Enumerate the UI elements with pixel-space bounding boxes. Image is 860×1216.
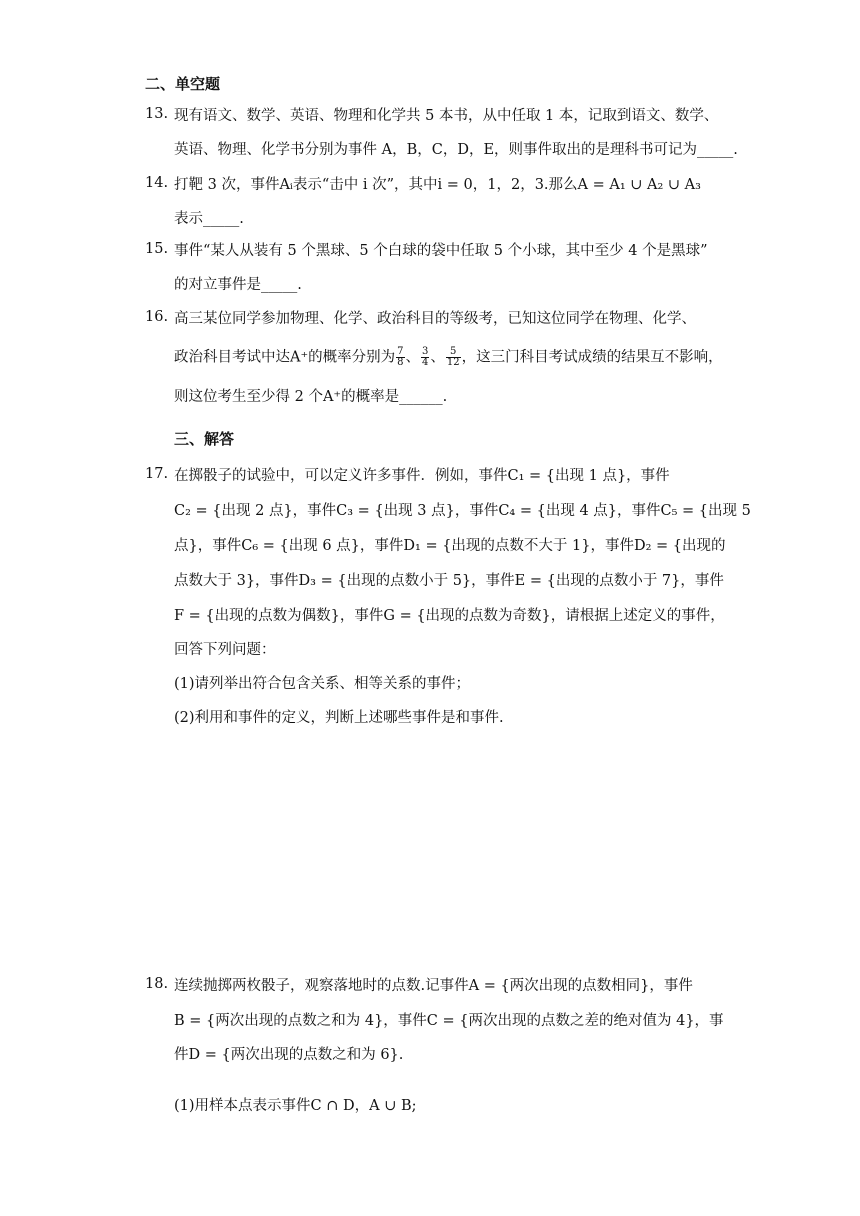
question-number: 14.	[145, 175, 169, 191]
section-heading-single-blank: 二、单空题	[145, 75, 221, 93]
question-text-line: 件D = {两次出现的点数之和为 6}.	[174, 1047, 404, 1063]
fraction	[446, 347, 461, 368]
fraction	[421, 347, 429, 368]
fraction-denominator: 4	[422, 357, 429, 368]
question-number: 17.	[145, 466, 169, 482]
fraction-denominator: 12	[446, 357, 460, 368]
question-text-line: 回答下列问题：	[174, 642, 276, 658]
question-text-line: 高三某位同学参加物理、化学、政治科目的等级考，已知这位同学在物理、化学、	[174, 311, 696, 327]
question-text-line: B = {两次出现的点数之和为 4}，事件C = {两次出现的点数之差的绝对值为 4}，事	[174, 1013, 724, 1029]
fraction	[396, 347, 404, 368]
question-text-line: 的对立事件是_____.	[174, 277, 302, 293]
fraction-numerator: 7	[397, 346, 404, 357]
question-text-line: 点}，事件C₆ = {出现 6 点}，事件D₁ = {出现的点数不大于 1}，事件D₂ = {出现的	[174, 538, 726, 554]
separator: 、	[430, 349, 445, 366]
fraction-numerator: 5	[446, 347, 461, 358]
question-number: 13.	[145, 106, 169, 122]
separator: 、	[405, 349, 420, 366]
question-text-line: 表示_____.	[174, 211, 244, 227]
question-number: 18.	[145, 976, 169, 992]
question-text-line: 英语、物理、化学书分别为事件 A，B，C，D，E，则事件取出的是理科书可记为_____.	[174, 142, 738, 158]
text-segment: ，这三门科目考试成绩的结果互不影响，	[461, 349, 723, 366]
question-text-line: 事件“某人从装有 5 个黑球、5 个白球的袋中任取 5 个小球，其中至少 4 个是黑球”	[174, 243, 708, 259]
question-number: 15.	[145, 241, 169, 257]
question-text-line: 则这位考生至少得 2 个A⁺的概率是______.	[174, 389, 448, 405]
text-segment: 政治科目考试中达A⁺的概率分别为	[174, 349, 396, 366]
question-text-line: 连续抛掷两枚骰子，观察落地时的点数.记事件A = {两次出现的点数相同}，事件	[174, 978, 693, 994]
fraction-numerator: 3	[422, 346, 429, 357]
question-text-line: 打靶 3 次，事件Aᵢ表示“击中 i 次”，其中i = 0，1，2，3.那么A = A₁ ∪ A₂ ∪ A₃	[174, 177, 701, 193]
sub-question: (1)请列举出符合包含关系、相等关系的事件；	[174, 676, 471, 692]
question-text-line: 在掷骰子的试验中，可以定义许多事件．例如，事件C₁ = {出现 1 点}，事件	[174, 468, 670, 484]
sub-question: (2)利用和事件的定义，判断上述哪些事件是和事件.	[174, 710, 504, 726]
question-number: 16.	[145, 309, 169, 325]
section-heading-answers: 三、解答	[174, 430, 235, 448]
question-text-line: F = {出现的点数为偶数}，事件G = {出现的点数为奇数}，请根据上述定义的事件，	[174, 608, 725, 624]
sub-question: (1)用样本点表示事件C ∩ D，A ∪ B;	[174, 1098, 417, 1114]
question-text-line-with-fractions	[174, 347, 723, 368]
question-text-line: 点数大于 3}，事件D₃ = {出现的点数小于 5}，事件E = {出现的点数小于 7}，事件	[174, 573, 724, 589]
question-text-line: C₂ = {出现 2 点}，事件C₃ = {出现 3 点}，事件C₄ = {出现 4 点}，事件C₅ = {出现 5	[174, 503, 751, 519]
fraction-denominator: 8	[397, 357, 404, 368]
question-text-line: 现有语文、数学、英语、物理和化学共 5 本书，从中任取 1 本，记取到语文、数学、	[174, 108, 719, 124]
